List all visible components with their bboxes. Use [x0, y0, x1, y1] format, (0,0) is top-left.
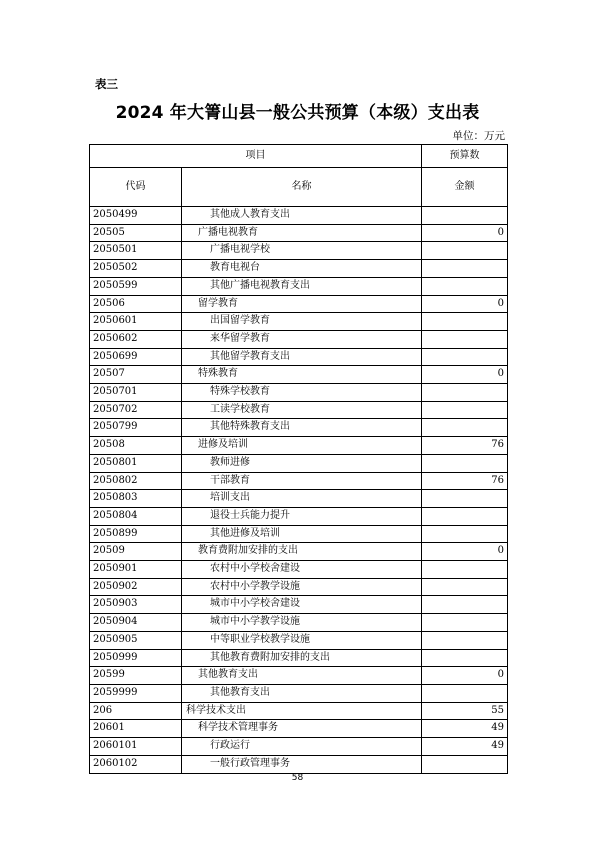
- row-name: 城市中小学校舍建设: [182, 596, 422, 614]
- table-row: [90, 614, 508, 632]
- table-row: [90, 260, 508, 278]
- table-row: [90, 401, 508, 419]
- row-name: 科学技术管理事务: [182, 720, 422, 738]
- row-name: 广播电视教育: [182, 224, 422, 242]
- header-item: 项目: [90, 145, 422, 168]
- row-name: 其他特殊教育支出: [182, 419, 422, 437]
- page-title: 2024 年大箐山县一般公共预算（本级）支出表: [115, 103, 480, 123]
- row-name: 特殊教育: [182, 366, 422, 384]
- row-amount: [422, 684, 508, 702]
- row-amount: [422, 525, 508, 543]
- row-code: 2050903: [90, 596, 182, 614]
- row-amount: [422, 596, 508, 614]
- table-row: [90, 507, 508, 525]
- row-name: 其他成人教育支出: [182, 207, 422, 225]
- row-name: 其他教育支出: [182, 667, 422, 685]
- table-row: [90, 313, 508, 331]
- table-row: [90, 738, 508, 756]
- table-row: [90, 490, 508, 508]
- row-name: 特殊学校教育: [182, 384, 422, 402]
- row-code: 206: [90, 702, 182, 720]
- page-number: 58: [291, 773, 304, 783]
- row-code: 2050905: [90, 631, 182, 649]
- table-row: [90, 437, 508, 455]
- row-code: 20505: [90, 224, 182, 242]
- row-amount: [422, 348, 508, 366]
- row-code: 2050799: [90, 419, 182, 437]
- row-code: 2050602: [90, 330, 182, 348]
- header-name: 名称: [182, 168, 422, 207]
- header-row-1: [90, 145, 508, 168]
- row-name: 城市中小学教学设施: [182, 614, 422, 632]
- row-name: 行政运行: [182, 738, 422, 756]
- table-row: [90, 631, 508, 649]
- row-code: 2050501: [90, 242, 182, 260]
- row-code: 2060102: [90, 755, 182, 773]
- header-code: 代码: [90, 168, 182, 207]
- row-amount: [422, 649, 508, 667]
- budget-table: [89, 144, 508, 774]
- row-name: 留学教育: [182, 295, 422, 313]
- row-code: 20599: [90, 667, 182, 685]
- row-name: 其他进修及培训: [182, 525, 422, 543]
- row-amount: [422, 490, 508, 508]
- row-amount: [422, 578, 508, 596]
- row-name: 其他教育费附加安排的支出: [182, 649, 422, 667]
- header-budget: 预算数: [422, 145, 508, 168]
- table-row: [90, 419, 508, 437]
- table-row: [90, 525, 508, 543]
- row-amount: 55: [422, 702, 508, 720]
- row-code: 2050899: [90, 525, 182, 543]
- row-amount: 76: [422, 472, 508, 490]
- row-code: 20506: [90, 295, 182, 313]
- row-code: 2059999: [90, 684, 182, 702]
- table-row: [90, 277, 508, 295]
- table-row: [90, 667, 508, 685]
- row-code: 2050803: [90, 490, 182, 508]
- row-name: 教育电视台: [182, 260, 422, 278]
- header-row-2: [90, 168, 508, 207]
- table-row: [90, 242, 508, 260]
- row-code: 2050904: [90, 614, 182, 632]
- row-amount: [422, 260, 508, 278]
- row-code: 20509: [90, 543, 182, 561]
- table-row: [90, 366, 508, 384]
- row-amount: [422, 561, 508, 579]
- table-row: [90, 454, 508, 472]
- row-amount: [422, 313, 508, 331]
- row-amount: [422, 384, 508, 402]
- row-name: 干部教育: [182, 472, 422, 490]
- table-row: [90, 543, 508, 561]
- row-amount: [422, 277, 508, 295]
- row-code: 2050801: [90, 454, 182, 472]
- table-row: [90, 720, 508, 738]
- row-code: 20507: [90, 366, 182, 384]
- row-name: 科学技术支出: [182, 702, 422, 720]
- row-name: 教师进修: [182, 454, 422, 472]
- row-name: 其他留学教育支出: [182, 348, 422, 366]
- unit-label: 单位：万元: [452, 130, 505, 142]
- table-row: [90, 684, 508, 702]
- row-code: 2050802: [90, 472, 182, 490]
- row-amount: [422, 755, 508, 773]
- row-name: 广播电视学校: [182, 242, 422, 260]
- table-row: [90, 330, 508, 348]
- row-name: 一般行政管理事务: [182, 755, 422, 773]
- row-code: 2050902: [90, 578, 182, 596]
- row-code: 2050499: [90, 207, 182, 225]
- row-name: 农村中小学教学设施: [182, 578, 422, 596]
- row-code: 2050999: [90, 649, 182, 667]
- row-name: 工读学校教育: [182, 401, 422, 419]
- table-row: [90, 702, 508, 720]
- header-amount: 金额: [422, 168, 508, 207]
- row-amount: 0: [422, 224, 508, 242]
- row-code: 20601: [90, 720, 182, 738]
- row-name: 中等职业学校教学设施: [182, 631, 422, 649]
- row-code: 2050901: [90, 561, 182, 579]
- table-row: [90, 561, 508, 579]
- row-amount: 0: [422, 366, 508, 384]
- row-name: 退役士兵能力提升: [182, 507, 422, 525]
- row-code: 2050702: [90, 401, 182, 419]
- row-name: 农村中小学校舍建设: [182, 561, 422, 579]
- table-row: [90, 224, 508, 242]
- table-row: [90, 755, 508, 773]
- row-code: 2050502: [90, 260, 182, 278]
- row-amount: [422, 507, 508, 525]
- table-label: 表三: [95, 77, 118, 91]
- row-code: 20508: [90, 437, 182, 455]
- row-name: 来华留学教育: [182, 330, 422, 348]
- table-row: [90, 649, 508, 667]
- row-name: 其他广播电视教育支出: [182, 277, 422, 295]
- row-amount: [422, 419, 508, 437]
- row-amount: [422, 401, 508, 419]
- row-amount: [422, 242, 508, 260]
- row-amount: [422, 207, 508, 225]
- row-code: 2050601: [90, 313, 182, 331]
- row-name: 其他教育支出: [182, 684, 422, 702]
- table-row: [90, 295, 508, 313]
- row-amount: 0: [422, 295, 508, 313]
- row-code: 2050599: [90, 277, 182, 295]
- table-row: [90, 578, 508, 596]
- row-amount: [422, 614, 508, 632]
- row-name: 出国留学教育: [182, 313, 422, 331]
- table-row: [90, 596, 508, 614]
- row-amount: 0: [422, 667, 508, 685]
- table-row: [90, 348, 508, 366]
- row-amount: 49: [422, 738, 508, 756]
- row-code: 2060101: [90, 738, 182, 756]
- row-amount: [422, 631, 508, 649]
- table-row: [90, 384, 508, 402]
- table-row: [90, 207, 508, 225]
- row-code: 2050699: [90, 348, 182, 366]
- row-amount: 0: [422, 543, 508, 561]
- row-code: 2050804: [90, 507, 182, 525]
- row-name: 培训支出: [182, 490, 422, 508]
- row-amount: 76: [422, 437, 508, 455]
- row-amount: [422, 454, 508, 472]
- row-name: 教育费附加安排的支出: [182, 543, 422, 561]
- row-name: 进修及培训: [182, 437, 422, 455]
- row-amount: 49: [422, 720, 508, 738]
- row-amount: [422, 330, 508, 348]
- table-row: [90, 472, 508, 490]
- row-code: 2050701: [90, 384, 182, 402]
